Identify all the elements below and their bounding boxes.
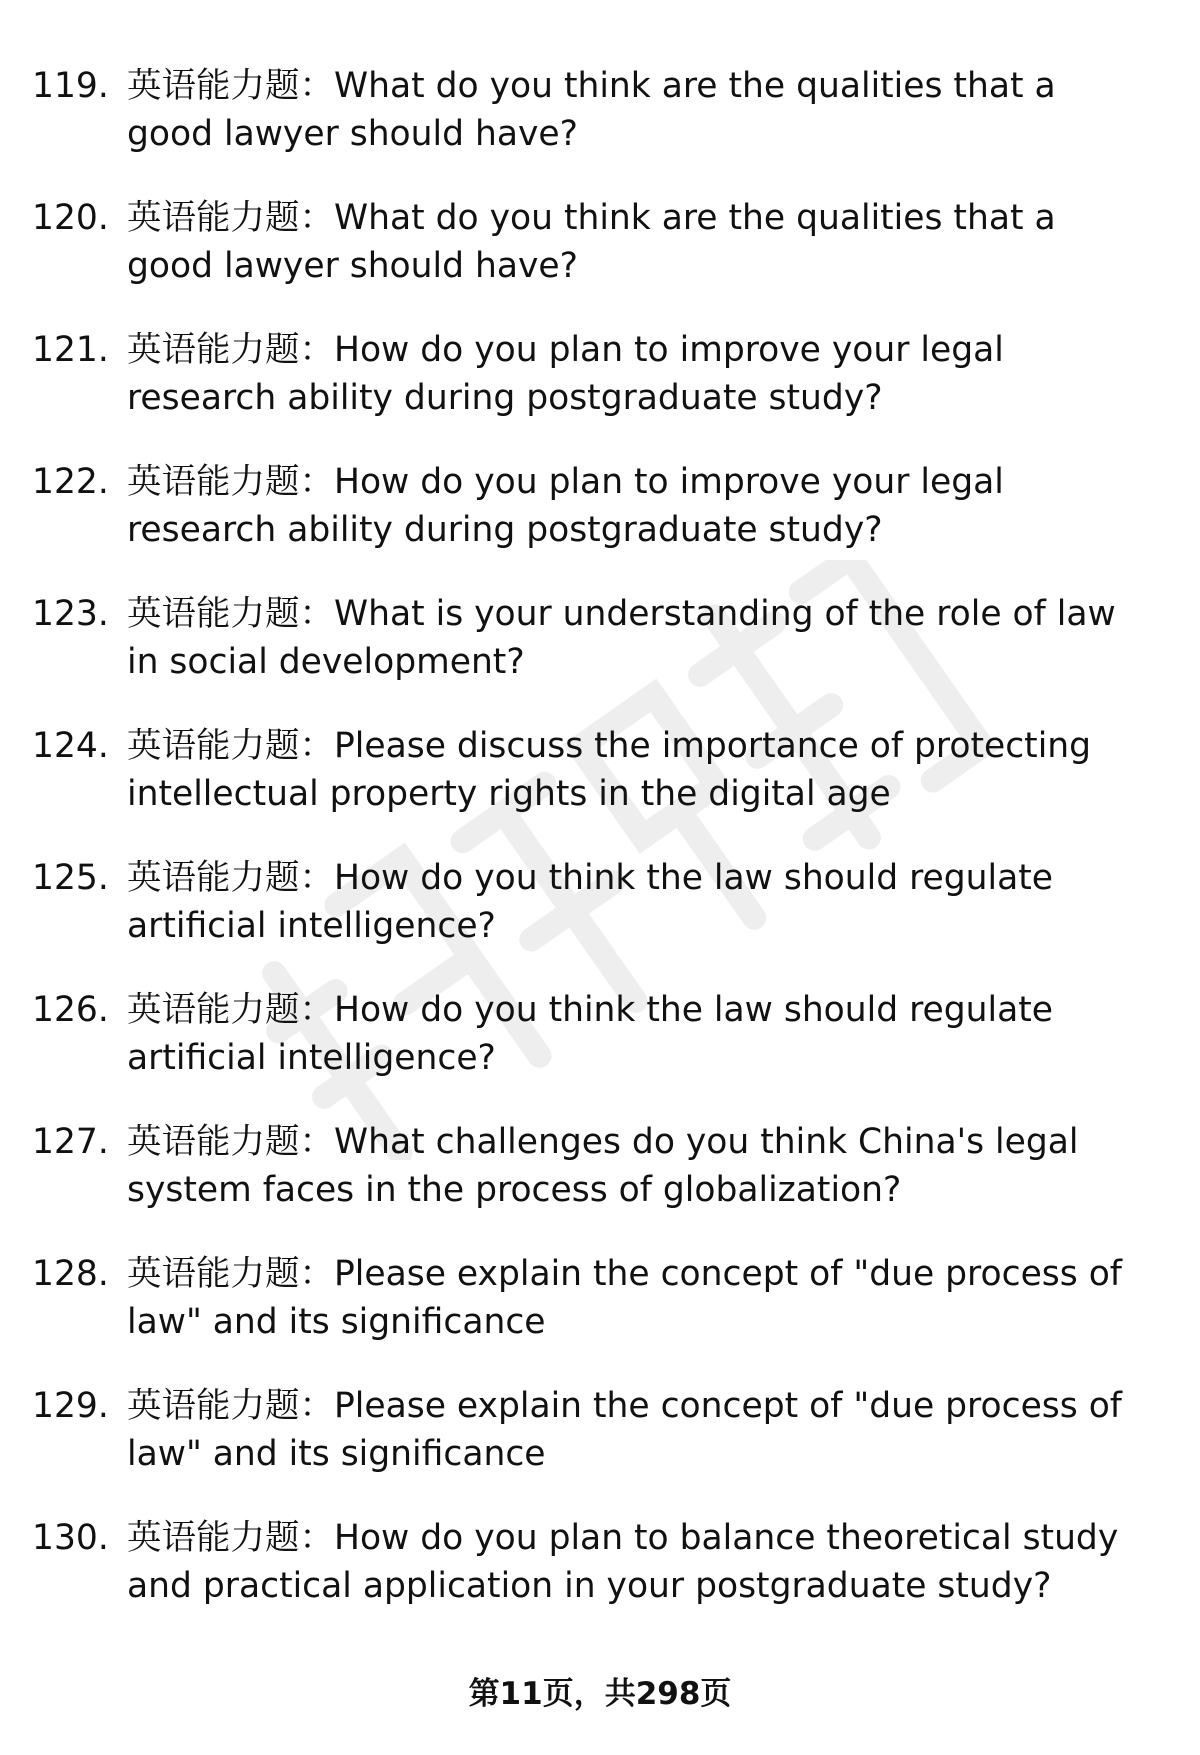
question-text xyxy=(127,458,1167,554)
question-text-line: artificial intelligence? xyxy=(127,906,496,946)
question-text xyxy=(127,986,1167,1082)
question-item xyxy=(0,986,1200,1118)
question-item xyxy=(0,326,1200,458)
question-list xyxy=(0,62,1200,1646)
question-text-line: 英语能力题：What do you think are the qualities that a xyxy=(127,66,1056,106)
question-text-line: 英语能力题：Please explain the concept of "due process of xyxy=(127,1386,1122,1426)
question-text xyxy=(127,194,1167,290)
question-text-line: 英语能力题：How do you plan to improve your legal xyxy=(127,462,1004,502)
question-number: 122. xyxy=(32,462,109,502)
question-text-line: good lawyer should have? xyxy=(127,246,578,286)
question-number: 129. xyxy=(32,1386,109,1426)
question-text xyxy=(127,1250,1167,1346)
question-item xyxy=(0,1514,1200,1646)
question-item xyxy=(0,590,1200,722)
question-text-line: and practical application in your postgraduate study? xyxy=(127,1566,1052,1606)
question-text-line: research ability during postgraduate study? xyxy=(127,510,883,550)
question-number: 128. xyxy=(32,1254,109,1294)
question-text-line: intellectual property rights in the digital age xyxy=(127,774,891,814)
question-text-line: 英语能力题：What do you think are the qualities that a xyxy=(127,198,1056,238)
question-text xyxy=(127,1382,1167,1478)
question-item xyxy=(0,194,1200,326)
question-item xyxy=(0,458,1200,590)
question-number: 123. xyxy=(32,594,109,634)
question-text xyxy=(127,1118,1167,1214)
question-item xyxy=(0,1250,1200,1382)
question-item xyxy=(0,1118,1200,1250)
question-text xyxy=(127,590,1167,686)
question-text-line: 英语能力题：Please explain the concept of "due process of xyxy=(127,1254,1122,1294)
page-number-footer: 第11页，共298页 xyxy=(468,1676,732,1712)
question-item xyxy=(0,1382,1200,1514)
question-text-line: 英语能力题：How do you plan to balance theoretical study xyxy=(127,1518,1119,1558)
question-text-line: in social development? xyxy=(127,642,525,682)
question-text xyxy=(127,326,1167,422)
question-text-line: law" and its significance xyxy=(127,1302,546,1342)
question-text-line: 英语能力题：How do you think the law should regulate xyxy=(127,858,1054,898)
question-number: 127. xyxy=(32,1122,109,1162)
question-text xyxy=(127,854,1167,950)
question-text-line: artificial intelligence? xyxy=(127,1038,496,1078)
question-text-line: 英语能力题：How do you plan to improve your legal xyxy=(127,330,1004,370)
question-text-line: system faces in the process of globalization? xyxy=(127,1170,902,1210)
question-text xyxy=(127,1514,1167,1610)
question-item xyxy=(0,854,1200,986)
question-text-line: law" and its significance xyxy=(127,1434,546,1474)
question-text-line: good lawyer should have? xyxy=(127,114,578,154)
question-number: 126. xyxy=(32,990,109,1030)
question-text xyxy=(127,722,1167,818)
question-number: 121. xyxy=(32,330,109,370)
question-number: 125. xyxy=(32,858,109,898)
question-number: 124. xyxy=(32,726,109,766)
question-text-line: 英语能力题：What is your understanding of the role of law xyxy=(127,594,1116,634)
question-number: 120. xyxy=(32,198,109,238)
question-item xyxy=(0,62,1200,194)
question-number: 130. xyxy=(32,1518,109,1558)
question-text-line: 英语能力题：Please discuss the importance of protecting xyxy=(127,726,1092,766)
question-number: 119. xyxy=(32,66,109,106)
question-text-line: 英语能力题：What challenges do you think China's legal xyxy=(127,1122,1079,1162)
question-text xyxy=(127,62,1167,158)
question-text-line: 英语能力题：How do you think the law should regulate xyxy=(127,990,1054,1030)
question-text-line: research ability during postgraduate study? xyxy=(127,378,883,418)
question-item xyxy=(0,722,1200,854)
